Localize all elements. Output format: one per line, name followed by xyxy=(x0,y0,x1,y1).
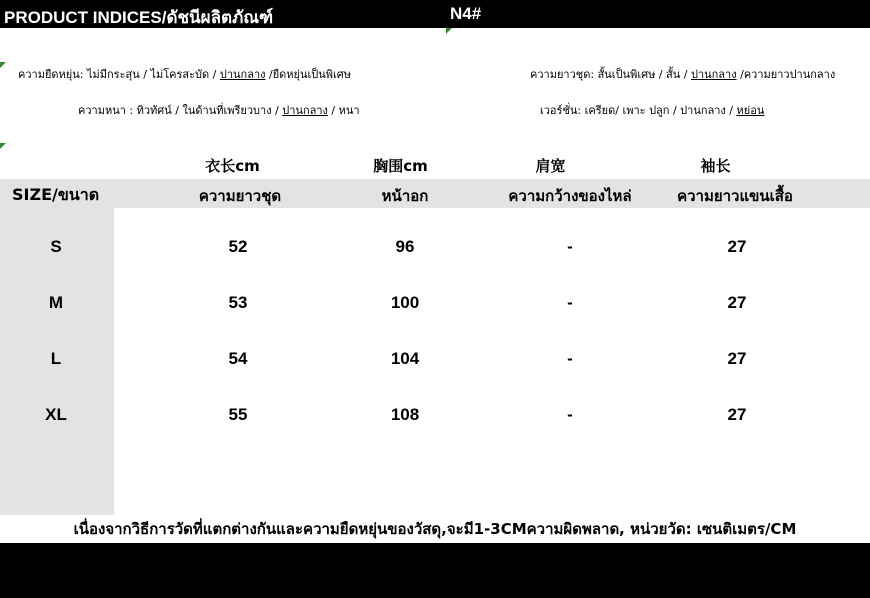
column-header-sleeve-cn: 袖长 xyxy=(700,157,731,175)
attr-option: ไม่มีกระสุน / xyxy=(86,68,147,81)
table-row xyxy=(0,349,870,373)
size-cell: XL xyxy=(45,405,67,424)
attr-option: เครียด/ xyxy=(584,104,619,117)
table-row xyxy=(0,405,870,429)
sleeve-cell: 27 xyxy=(727,349,747,368)
chest-cell: 104 xyxy=(390,349,420,368)
chest-cell: 100 xyxy=(390,293,420,312)
attr-fit xyxy=(540,101,764,119)
shoulder-cell: - xyxy=(567,349,573,368)
shoulder-cell: - xyxy=(567,237,573,256)
size-cell: L xyxy=(50,349,62,368)
column-header-shoulder-cn: 肩宽 xyxy=(535,157,566,175)
size-column-header: SIZE/ขนาด xyxy=(12,185,100,204)
size-cell: M xyxy=(48,293,64,312)
attr-option: ไม่โครสะบัด / xyxy=(150,68,217,81)
length-cell: 52 xyxy=(228,237,248,256)
sleeve-cell: 27 xyxy=(727,293,747,312)
attr-thickness xyxy=(78,101,360,119)
sleeve-cell: 27 xyxy=(727,405,747,424)
chest-cell: 96 xyxy=(395,237,415,256)
attr-option: ปานกลาง / xyxy=(680,104,734,117)
page-title: PRODUCT INDICES/ดัชนีผลิตภัณฑ์ xyxy=(4,8,274,27)
attr-option-selected: ปานกลาง xyxy=(690,68,737,81)
column-header-sleeve-th: ความยาวแขนเสื้อ xyxy=(677,187,793,205)
attr-length xyxy=(530,65,835,83)
product-code: N4# xyxy=(450,4,482,23)
attr-label: เวอร์ชั่น: xyxy=(540,104,582,117)
attr-label: ความหนา : xyxy=(78,104,134,117)
measurement-note: เนื่องจากวิธีการวัดที่แตกต่างกันและความยืดหยุ่นของวัสดุ,จะมี1-3CMความผิดพลาด, หน่วยวัด: เซนติเมตร/CM xyxy=(73,520,797,538)
corner-marker-icon xyxy=(0,143,6,149)
corner-marker-icon xyxy=(446,28,452,34)
length-cell: 54 xyxy=(228,349,248,368)
table-row xyxy=(0,293,870,317)
attr-option-selected: หย่อน xyxy=(736,104,765,117)
shoulder-cell: - xyxy=(567,293,573,312)
column-header-chest-th: หน้าอก xyxy=(381,187,429,205)
length-cell: 55 xyxy=(228,405,248,424)
attr-option: /ยืดหยุ่นเป็นพิเศษ xyxy=(269,68,352,81)
attr-option: ทิวทัศน์ / xyxy=(136,104,180,117)
footer-bar xyxy=(0,543,870,598)
attr-option-selected: ปานกลาง xyxy=(282,104,328,117)
attr-elasticity xyxy=(18,65,351,83)
attr-option: เพาะ ปลูก / xyxy=(622,104,677,117)
sleeve-cell: 27 xyxy=(727,237,747,256)
attr-label: ความยาวชุด: xyxy=(530,68,595,81)
attr-label: ความยืดหยุ่น: xyxy=(18,68,84,81)
length-cell: 53 xyxy=(228,293,248,312)
attr-option: /ความยาวปานกลาง xyxy=(740,68,836,81)
attr-option: / หนา xyxy=(331,104,360,117)
corner-marker-icon xyxy=(0,62,6,68)
column-header-shoulder-th: ความกว้างของไหล่ xyxy=(508,187,632,205)
attr-option-selected: ปานกลาง xyxy=(219,68,266,81)
column-header-length-cn: 衣长cm xyxy=(205,157,260,175)
column-header-length-th: ความยาวชุด xyxy=(198,187,282,205)
column-header-chest-cn: 胸围cm xyxy=(373,157,428,175)
attr-option: ในด้านที่เพรียวบาง / xyxy=(182,104,279,117)
chest-cell: 108 xyxy=(390,405,420,424)
size-cell: S xyxy=(50,237,62,256)
shoulder-cell: - xyxy=(567,405,573,424)
attr-option: สั้นเป็นพิเศษ / xyxy=(597,68,663,81)
table-row xyxy=(0,237,870,261)
attr-option: สั้น / xyxy=(666,68,688,81)
